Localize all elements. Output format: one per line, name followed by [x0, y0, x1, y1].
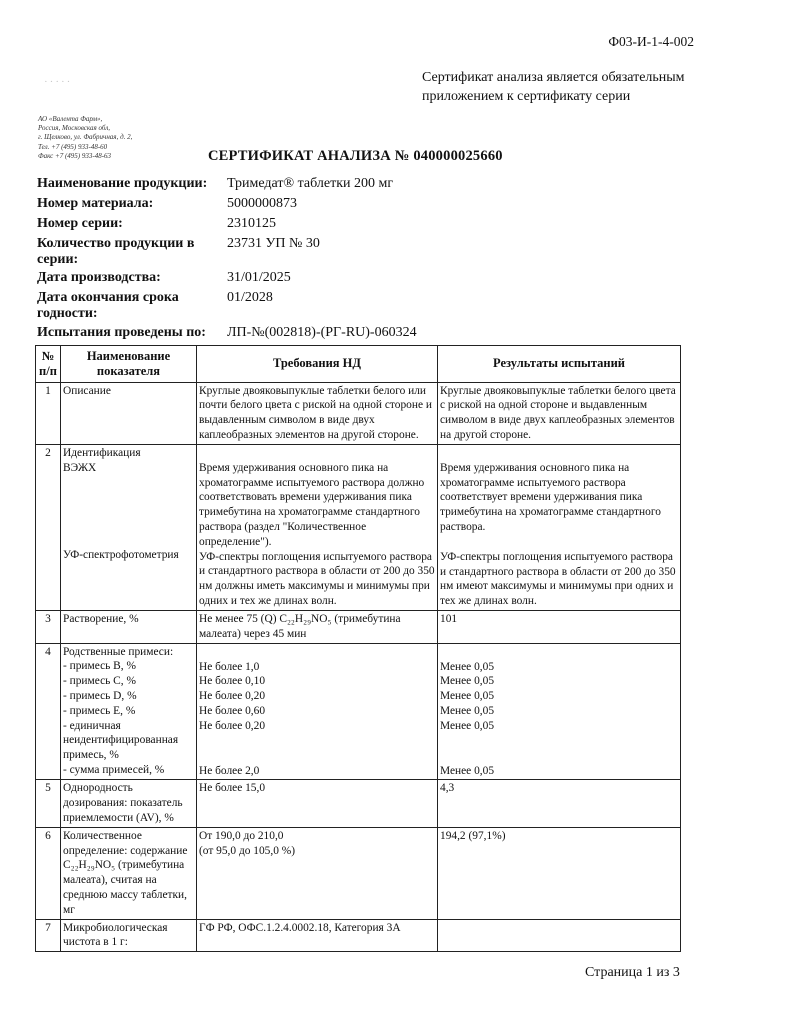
header-num: № п/п — [36, 346, 61, 383]
batch-quantity-label: Количество продукции в серии: — [37, 236, 195, 267]
indicator-identification: Идентификация — [63, 446, 141, 459]
material-number-value: 5000000873 — [227, 196, 297, 211]
result-cell: 4,3 — [438, 780, 681, 827]
requirement-cell: Круглые двояковыпуклые таблетки белого или почти белого цвета с риской на одной стороне и выдавленным символом в виде двух каплеобразных элементов на другой стороне. — [197, 382, 438, 444]
product-name-label: Наименование продукции: — [37, 176, 208, 191]
impurity-b-res: Менее 0,05 — [440, 660, 495, 673]
impurity-unidentified-res: Менее 0,05 — [440, 719, 495, 732]
company-line-5: Факс +7 (495) 933-48-63 — [38, 151, 112, 160]
impurity-e-req: Не более 0,60 — [199, 704, 266, 717]
impurity-sum-req: Не более 2,0 — [199, 764, 260, 777]
expiry-date-value: 01/2028 — [227, 290, 273, 305]
indicator-cell: Однородность дозирования: показатель приемлемости (AV), % — [61, 780, 197, 827]
impurity-b-label: - примесь B, % — [63, 660, 136, 673]
indicator-cell: Количественное определение: содержание C₂₂H₂₉NO₅ (тримебутина малеата), считая на среднюю массу таблетки, мг — [61, 827, 197, 919]
spacer — [440, 446, 678, 461]
requirement-cell — [197, 444, 438, 610]
table-row — [36, 610, 681, 643]
spacer — [440, 734, 678, 764]
tests-performed-label: Испытания проведены по: — [37, 325, 206, 340]
company-line-3: г. Щелково, ул. Фабричная, д. 2, — [38, 133, 133, 142]
tests-performed-value: ЛП-№(002818)-(РГ-RU)-060324 — [227, 325, 417, 340]
spacer — [63, 475, 194, 548]
header-indicator: Наименование показателя — [61, 346, 197, 383]
certificate-title: СЕРТИФИКАТ АНАЛИЗА № 040000025660 — [208, 148, 503, 164]
result-cell — [438, 919, 681, 952]
indicator-hplc: ВЭЖХ — [63, 461, 97, 474]
spacer — [440, 535, 678, 550]
row-number: 2 — [36, 444, 61, 610]
company-line-2: Россия, Московская обл, — [38, 124, 111, 133]
impurity-unidentified-req: Не более 0,20 — [199, 719, 266, 732]
test-results-table — [35, 345, 681, 952]
company-stamp — [38, 115, 132, 161]
batch-number-value: 2310125 — [227, 216, 276, 231]
impurity-e-label: - примесь E, % — [63, 704, 136, 717]
indicator-cell: Описание — [61, 382, 197, 444]
impurity-c-res: Менее 0,05 — [440, 675, 495, 688]
requirement-cell: ГФ РФ, ОФС.1.2.4.0002.18, Категория 3А — [197, 919, 438, 952]
indicator-related-impurities: Родственные примеси: — [63, 645, 174, 658]
requirement-cell: Не более 15,0 — [197, 780, 438, 827]
spacer — [199, 734, 435, 764]
table-row — [36, 643, 681, 780]
header-results: Результаты испытаний — [438, 346, 681, 383]
spacer — [440, 645, 678, 660]
indicator-cell — [61, 444, 197, 610]
assay-req-mg: От 190,0 до 210,0 — [199, 829, 284, 842]
indicator-cell: Микробиологическая чистота в 1 г: — [61, 919, 197, 952]
result-cell: 194,2 (97,1%) — [438, 827, 681, 919]
requirement-uv: УФ-спектры поглощения испытуемого раствора и стандартного раствора в области от 200 до 350 нм должны иметь максимумы и минимумы при одних и тех же длинах волн. — [199, 550, 435, 607]
requirement-cell — [197, 827, 438, 919]
row-number: 7 — [36, 919, 61, 952]
note-line-2: приложением к сертификату серии — [422, 89, 631, 104]
spacer — [199, 446, 435, 461]
impurity-c-req: Не более 0,10 — [199, 675, 266, 688]
batch-number-label: Номер серии: — [37, 216, 123, 231]
assay-req-percent: (от 95,0 до 105,0 %) — [199, 844, 296, 857]
requirement-cell — [197, 643, 438, 780]
note-line-1: Сертификат анализа является обязательным — [422, 70, 685, 85]
table-header-row — [36, 346, 681, 383]
faded-stamp-mark: ····· — [44, 76, 73, 88]
result-cell: 101 — [438, 610, 681, 643]
company-line-4: Тел. +7 (495) 933-48-60 — [38, 142, 108, 151]
product-name-value: Тримедат® таблетки 200 мг — [227, 176, 394, 191]
spacer — [199, 645, 435, 660]
impurity-unidentified-label: - единичная неидентифицированная примесь, % — [63, 719, 179, 762]
material-number-label: Номер материала: — [37, 196, 154, 211]
result-uv: УФ-спектры поглощения испытуемого раствора и стандартного раствора в области от 200 до 350 нм имеют максимумы и минимумы при одних и тех же длинах волн. — [440, 550, 676, 608]
document-code: Ф03-И-1-4-002 — [608, 34, 694, 49]
header-requirements: Требования НД — [197, 346, 438, 383]
impurity-c-label: - примесь C, % — [63, 675, 136, 688]
row-number: 4 — [36, 643, 61, 780]
certificate-note — [422, 68, 685, 106]
row-number: 5 — [36, 780, 61, 827]
indicator-cell — [61, 643, 197, 780]
table-row — [36, 444, 681, 610]
impurity-e-res: Менее 0,05 — [440, 704, 495, 717]
impurity-sum-res: Менее 0,05 — [440, 764, 495, 777]
impurity-b-req: Не более 1,0 — [199, 660, 260, 673]
table-row — [36, 382, 681, 444]
indicator-uv-spectro: УФ-спектрофотометрия — [63, 549, 179, 562]
company-line-1: АО «Валента Фарм», — [38, 115, 103, 123]
impurity-d-req: Не более 0,20 — [199, 690, 266, 703]
page-number: Страница 1 из 3 — [585, 965, 680, 980]
impurity-d-res: Менее 0,05 — [440, 690, 495, 703]
table-row — [36, 780, 681, 827]
batch-quantity-value: 23731 УП № 30 — [227, 236, 320, 251]
production-date-label: Дата производства: — [37, 270, 161, 285]
result-cell: Круглые двояковыпуклые таблетки белого цвета с риской на одной стороне и выдавленным символом в виде двух каплеобразных элементов на другой стороне. — [438, 382, 681, 444]
table-row — [36, 919, 681, 952]
table-row — [36, 827, 681, 919]
result-hplc: Время удерживания основного пика на хроматограмме испытуемого раствора соответствует времени удерживания пика тримебутина на хроматограмме стандартного раствора. — [440, 461, 661, 533]
result-cell — [438, 444, 681, 610]
result-cell — [438, 643, 681, 780]
production-date-value: 31/01/2025 — [227, 270, 291, 285]
requirement-hplc: Время удерживания основного пика на хроматограмме испытуемого раствора должно соответствовать времени удерживания пика тримебутина на хроматограмме стандартного раствора (раздел "Количественное определение"). — [199, 461, 425, 548]
impurity-sum-label: - сумма примесей, % — [63, 763, 165, 776]
row-number: 3 — [36, 610, 61, 643]
row-number: 6 — [36, 827, 61, 919]
requirement-cell: Не менее 75 (Q) C₂₂H₂₉NO₅ (тримебутина малеата) через 45 мин — [197, 610, 438, 643]
impurity-d-label: - примесь D, % — [63, 689, 137, 702]
row-number: 1 — [36, 382, 61, 444]
indicator-cell: Растворение, % — [61, 610, 197, 643]
expiry-date-label: Дата окончания срока годности: — [37, 290, 179, 321]
